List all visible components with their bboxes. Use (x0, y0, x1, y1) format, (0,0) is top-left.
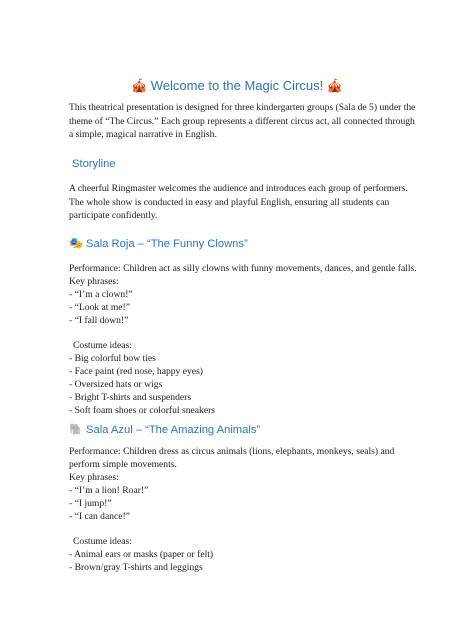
sala-roja-line: Performance: Children act as silly clowns with funny movements, dances, and gentle falls. (69, 263, 417, 274)
sala-azul-line: - “I jump!” (69, 497, 112, 509)
storyline-paragraph: A cheerful Ringmaster welcomes the audience and introduces each group of performers. The whole show is conducted in easy and playful English, ensuring all students can participate confidently. (69, 183, 408, 222)
sala-roja-heading: 🎭 Sala Roja – “The Funny Clowns” (69, 238, 248, 250)
sala-roja-content (69, 263, 429, 418)
sala-azul-heading: 🐘 Sala Azul – “The Amazing Animals” (69, 424, 261, 436)
sala-azul-blank-line (69, 523, 429, 536)
sala-roja-line: - Soft foam shoes or colorful sneakers (69, 404, 216, 416)
sala-azul-line: - “I’m a lion! Roar!” (69, 484, 149, 496)
sala-roja-line: Costume ideas: (73, 340, 132, 352)
sala-roja-line: - Oversized hats or wigs (69, 379, 163, 391)
sala-roja-line: - Face paint (red nose, happy eyes) (69, 366, 203, 378)
sala-azul-line: Key phrases: (69, 471, 119, 483)
sala-azul-line: - “I can dance!” (69, 510, 130, 522)
sala-roja-line: Key phrases: (69, 275, 119, 287)
sala-azul-line: - Brown/gray T-shirts and leggings (69, 562, 203, 574)
storyline-heading: Storyline (72, 158, 116, 170)
intro-paragraph: This theatrical presentation is designed for three kindergarten groups (Sala de 5) under the theme of “The Circus.” Each group represents a different circus act, all connected through a simple, magical narrative in English. (69, 102, 416, 141)
sala-roja-line: - “Look at me!” (69, 301, 130, 313)
sala-roja-line: - “I’m a clown!” (69, 288, 133, 300)
sala-roja-line: - Bright T-shirts and suspenders (69, 392, 192, 404)
sala-azul-line: Costume ideas: (73, 536, 132, 548)
sala-azul-line: perform simple movements. (69, 458, 177, 470)
sala-roja-line: - “I fall down!” (69, 314, 129, 326)
sala-roja-line: - Big colorful bow ties (69, 353, 156, 365)
sala-azul-line: Performance: Children dress as circus animals (lions, elephants, monkeys, seals) and (69, 446, 395, 457)
sala-azul-content (69, 446, 429, 575)
document-title: 🎪 Welcome to the Magic Circus! 🎪 (130, 78, 344, 93)
sala-roja-blank-line (69, 328, 429, 341)
sala-azul-line: - Animal ears or masks (paper or felt) (69, 549, 214, 561)
